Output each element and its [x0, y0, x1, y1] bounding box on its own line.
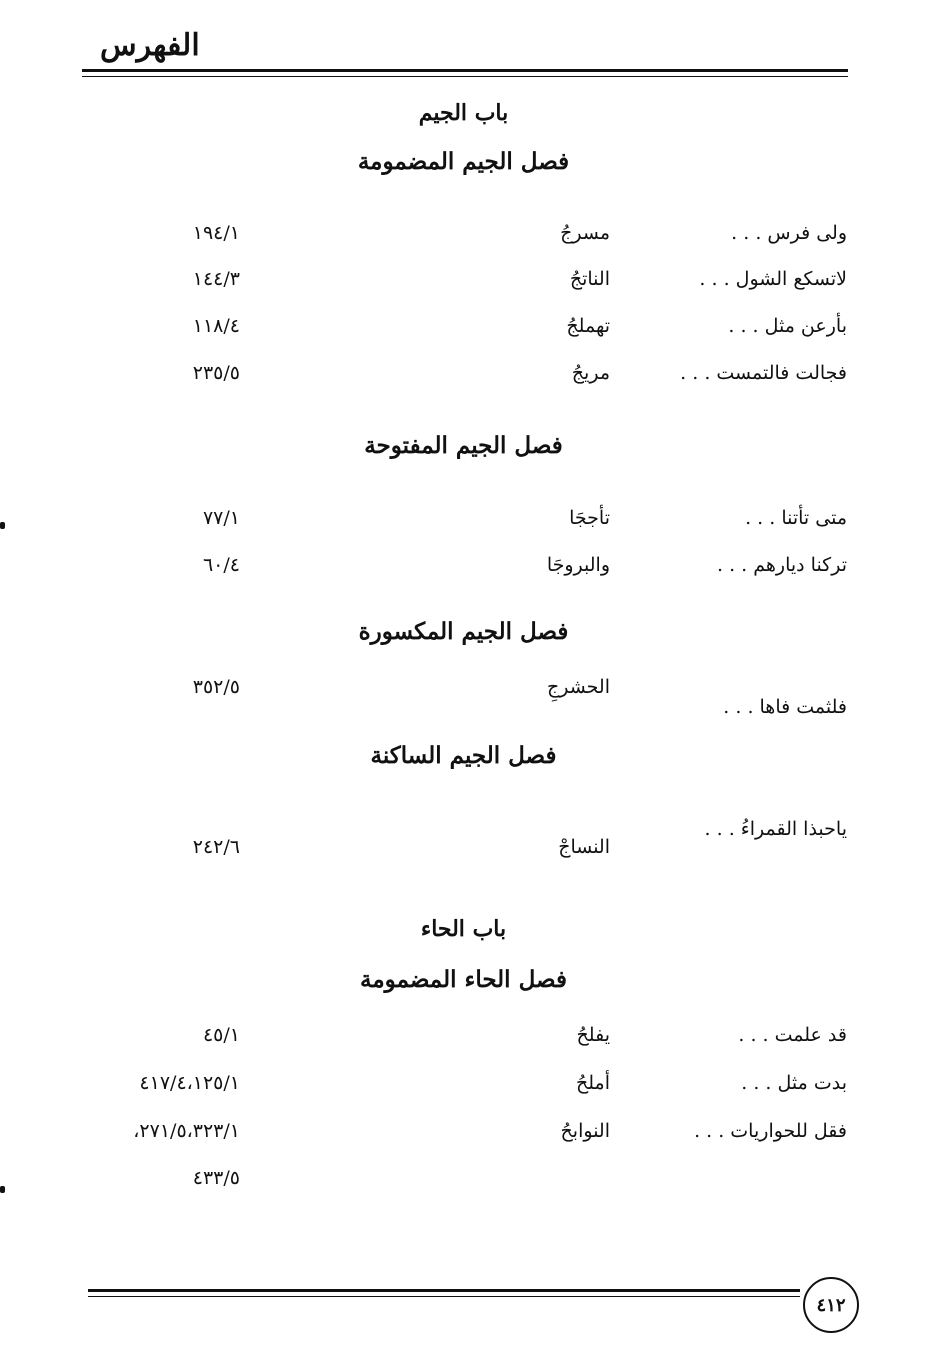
fasl-jim-madmuma-heading: فصل الجيم المضمومة	[357, 148, 570, 175]
volume-page-ref: ١٩٤/١	[192, 222, 240, 244]
rhyme-word: الناتجُ	[569, 268, 610, 290]
verse-incipit: قد علمت . . .	[738, 1024, 847, 1046]
verse-incipit: ياحبذا القمراءُ . . .	[704, 818, 847, 840]
header-rule-thin	[82, 76, 848, 77]
volume-page-ref: ٦٠/٤	[202, 554, 240, 576]
rhyme-word: يفلحُ	[576, 1024, 610, 1046]
fasl-jim-maftuha-heading: فصل الجيم المفتوحة	[364, 432, 563, 459]
index-entry-continuation	[0, 1167, 927, 1203]
header-rule-thick	[82, 69, 848, 72]
fasl-jim-maksura-heading: فصل الجيم المكسورة	[358, 618, 569, 645]
rhyme-word: النساجْ	[558, 836, 610, 858]
verse-incipit: فجالت فالتمست . . .	[680, 362, 847, 384]
index-entry	[0, 1024, 927, 1060]
verse-incipit: متى تأتنا . . .	[745, 507, 847, 529]
rhyme-word: تهملجُ	[566, 315, 610, 337]
verse-incipit: لاتسكع الشول . . .	[699, 268, 847, 290]
verse-incipit: ولى فرس . . .	[731, 222, 847, 244]
footer-rule-thick	[88, 1289, 800, 1292]
verse-incipit: تركنا ديارهم . . .	[717, 554, 847, 576]
volume-page-ref: ٢٣٥/٥	[192, 362, 240, 384]
rhyme-word: مريجُ	[571, 362, 610, 384]
volume-page-ref: ١١٨/٤	[192, 315, 240, 337]
bab-ha-heading: باب الحاء	[420, 916, 507, 942]
footer-rule-thin	[88, 1296, 800, 1297]
index-entry	[0, 1072, 927, 1108]
fasl-ha-madmuma-heading: فصل الحاء المضمومة	[360, 966, 567, 993]
rhyme-word: النوابحُ	[560, 1120, 610, 1142]
volume-page-ref: ٣٥٢/٥	[192, 676, 240, 698]
rhyme-word: أملحُ	[575, 1072, 610, 1094]
index-entry	[0, 222, 927, 258]
volume-page-ref: ٧٧/١	[202, 507, 240, 529]
rhyme-word: الحشرجِ	[546, 676, 610, 698]
volume-page-ref: ٤٥/١	[202, 1024, 240, 1046]
index-entry	[0, 1120, 927, 1156]
index-entry	[0, 507, 927, 543]
fasl-jim-sakina-heading: فصل الجيم الساكنة	[370, 742, 557, 769]
rhyme-word: تأججَا	[569, 507, 610, 529]
scan-speck	[0, 1186, 5, 1193]
index-entry	[0, 818, 927, 858]
index-entry	[0, 268, 927, 304]
volume-page-ref: ٢٤٢/٦	[192, 836, 240, 858]
rhyme-word: والبروجَا	[546, 554, 610, 576]
verse-incipit: فلثمت فاها . . .	[723, 696, 847, 718]
scan-speck	[0, 522, 5, 529]
volume-page-ref: ١٤٤/٣	[192, 268, 240, 290]
running-head: الفهرس	[100, 28, 200, 63]
index-entry	[0, 554, 927, 590]
verse-incipit: فقل للحواريات . . .	[694, 1120, 847, 1142]
index-entry	[0, 315, 927, 351]
index-entry	[0, 676, 927, 718]
volume-page-ref: ٢٧١/٥،٣٢٣/١،	[133, 1120, 240, 1142]
bab-jim-heading: باب الجيم	[418, 100, 509, 126]
page-number: ٤١٢	[803, 1277, 859, 1333]
verse-incipit: بأرعن مثل . . .	[728, 315, 847, 337]
volume-page-ref: ٤١٧/٤،١٢٥/١	[139, 1072, 240, 1094]
volume-page-ref: ٤٣٣/٥	[192, 1167, 240, 1189]
verse-incipit: بدت مثل . . .	[741, 1072, 847, 1094]
rhyme-word: مسرجُ	[560, 222, 610, 244]
index-entry	[0, 362, 927, 398]
